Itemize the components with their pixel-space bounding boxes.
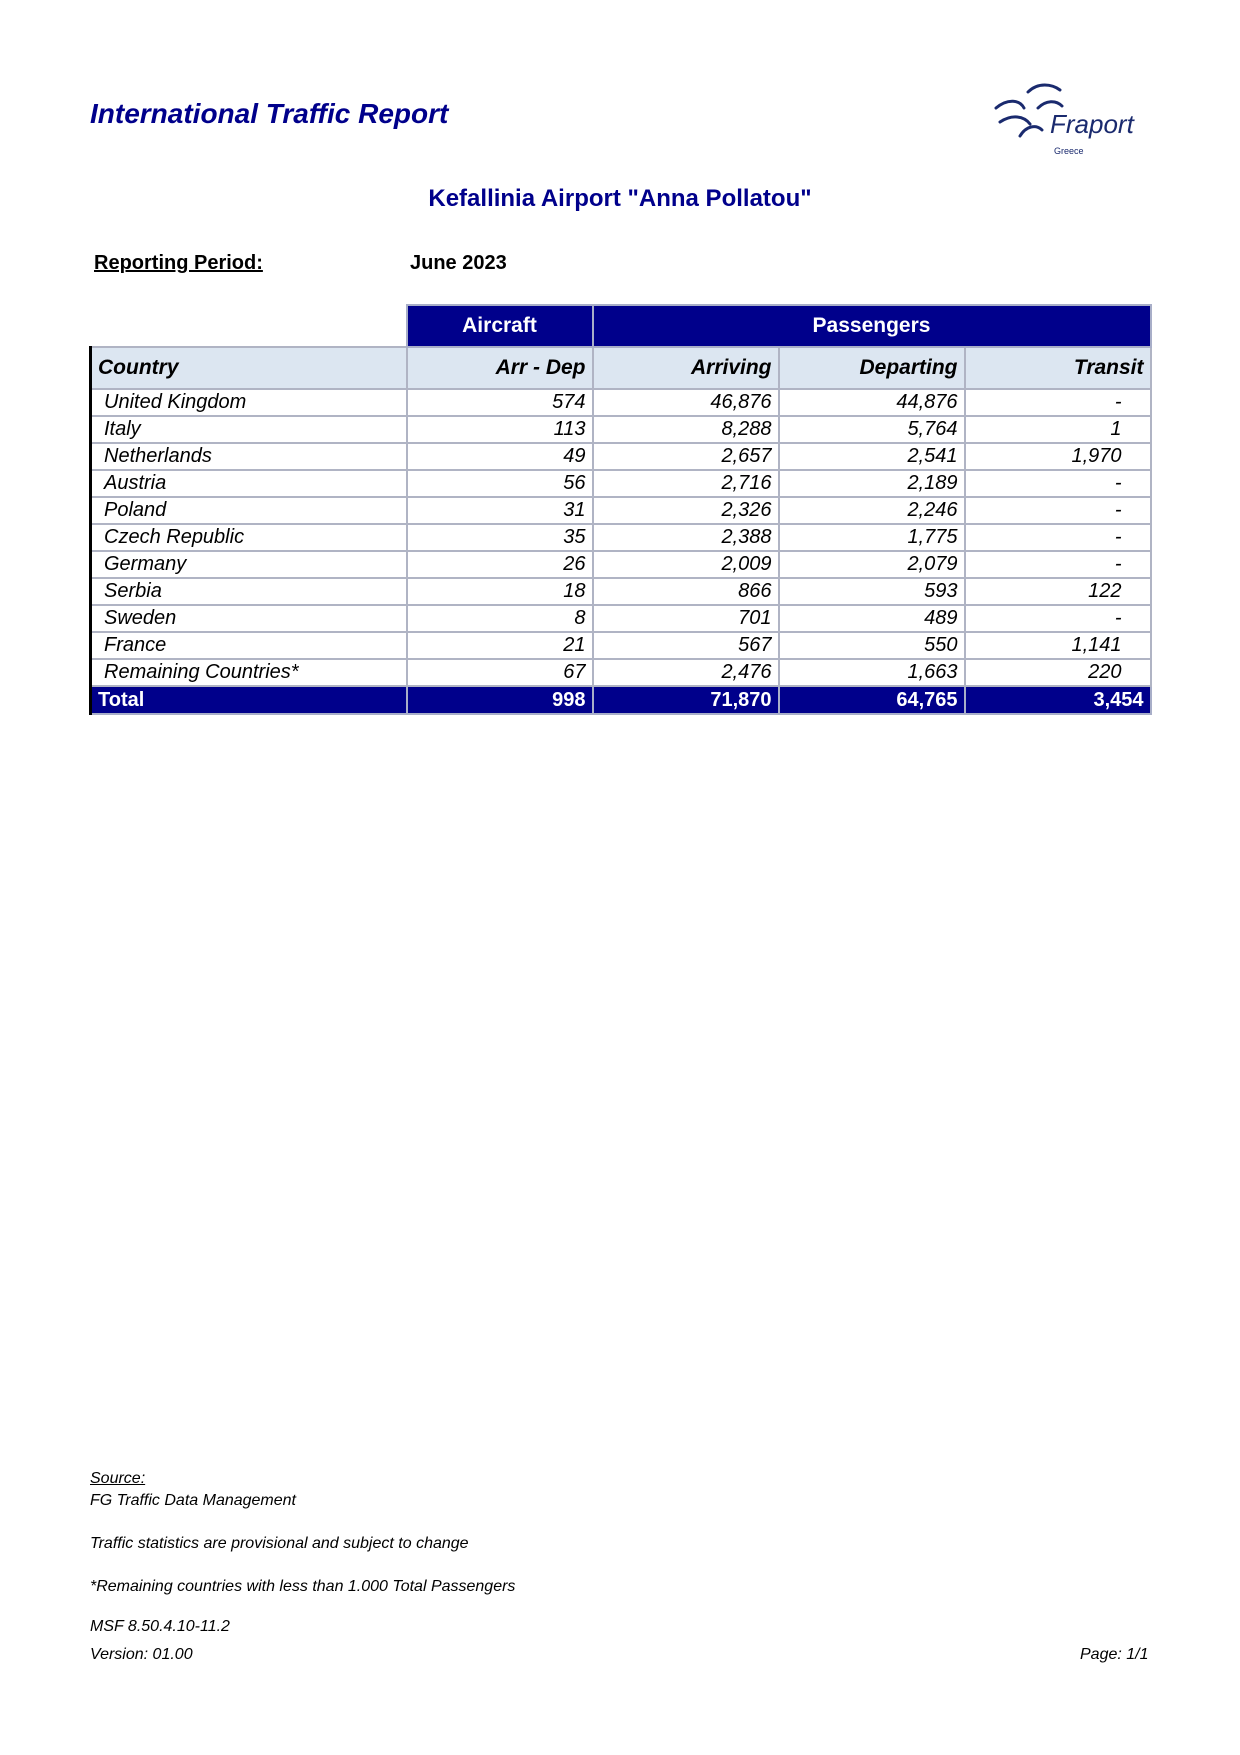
cell-aircraft: 67 — [407, 659, 593, 686]
cell-transit: 1,970 — [965, 443, 1151, 470]
table-row — [91, 632, 1151, 659]
column-header-transit: Transit — [965, 347, 1151, 389]
cell-aircraft: 49 — [407, 443, 593, 470]
cell-transit: - — [965, 497, 1151, 524]
cell-departing: 593 — [779, 578, 965, 605]
cell-arriving: 2,009 — [593, 551, 779, 578]
table-row — [91, 416, 1151, 443]
column-header-country: Country — [91, 347, 407, 389]
cell-aircraft: 574 — [407, 389, 593, 416]
column-header-arriving: Arriving — [593, 347, 779, 389]
total-arriving: 71,870 — [593, 686, 779, 714]
cell-departing: 1,775 — [779, 524, 965, 551]
table-row — [91, 605, 1151, 632]
cell-arriving: 2,388 — [593, 524, 779, 551]
cell-aircraft: 113 — [407, 416, 593, 443]
cell-arriving: 8,288 — [593, 416, 779, 443]
table-row — [91, 524, 1151, 551]
total-row — [91, 686, 1151, 714]
reporting-period-label: Reporting Period: — [94, 252, 263, 274]
cell-country: Czech Republic — [91, 524, 407, 551]
table-row — [91, 578, 1151, 605]
logo-subtext: Greece — [1054, 146, 1084, 156]
document-code: MSF 8.50.4.10-11.2 — [90, 1618, 230, 1635]
cell-departing: 550 — [779, 632, 965, 659]
cell-transit: 1,141 — [965, 632, 1151, 659]
cell-aircraft: 26 — [407, 551, 593, 578]
cell-arriving: 46,876 — [593, 389, 779, 416]
cell-country: Serbia — [91, 578, 407, 605]
total-aircraft: 998 — [407, 686, 593, 714]
source-value: FG Traffic Data Management — [90, 1492, 296, 1509]
cell-transit: - — [965, 470, 1151, 497]
report-title: International Traffic Report — [90, 98, 449, 129]
column-header-arr-dep: Arr - Dep — [407, 347, 593, 389]
table-row — [91, 659, 1151, 686]
cell-country: Remaining Countries* — [91, 659, 407, 686]
cell-aircraft: 31 — [407, 497, 593, 524]
cell-transit: 220 — [965, 659, 1151, 686]
remaining-countries-note: *Remaining countries with less than 1.000 Total Passengers — [90, 1578, 516, 1595]
cell-arriving: 567 — [593, 632, 779, 659]
column-header-row — [91, 347, 1151, 389]
table-row — [91, 443, 1151, 470]
cell-country: Germany — [91, 551, 407, 578]
cell-transit: 1 — [965, 416, 1151, 443]
cell-country: Poland — [91, 497, 407, 524]
cell-country: Netherlands — [91, 443, 407, 470]
cell-arriving: 2,716 — [593, 470, 779, 497]
cell-departing: 5,764 — [779, 416, 965, 443]
cell-country: Italy — [91, 416, 407, 443]
group-header-blank — [91, 305, 407, 347]
cell-arriving: 2,476 — [593, 659, 779, 686]
group-header-aircraft: Aircraft — [407, 305, 593, 347]
cell-transit: - — [965, 524, 1151, 551]
cell-departing: 2,541 — [779, 443, 965, 470]
cell-transit: 122 — [965, 578, 1151, 605]
total-label: Total — [91, 686, 407, 714]
cell-aircraft: 35 — [407, 524, 593, 551]
cell-departing: 489 — [779, 605, 965, 632]
total-transit: 3,454 — [965, 686, 1151, 714]
traffic-table — [89, 304, 1152, 715]
provisional-note: Traffic statistics are provisional and subject to change — [90, 1535, 469, 1552]
cell-departing: 2,246 — [779, 497, 965, 524]
cell-transit: - — [965, 551, 1151, 578]
cell-transit: - — [965, 389, 1151, 416]
cell-country: France — [91, 632, 407, 659]
cell-departing: 44,876 — [779, 389, 965, 416]
cell-arriving: 2,657 — [593, 443, 779, 470]
cell-departing: 1,663 — [779, 659, 965, 686]
cell-arriving: 701 — [593, 605, 779, 632]
cell-country: United Kingdom — [91, 389, 407, 416]
cell-transit: - — [965, 605, 1151, 632]
logo-wordmark: Fraport — [1050, 109, 1134, 139]
cell-departing: 2,079 — [779, 551, 965, 578]
table-row — [91, 551, 1151, 578]
cell-aircraft: 56 — [407, 470, 593, 497]
table-row — [91, 389, 1151, 416]
cell-arriving: 866 — [593, 578, 779, 605]
column-header-departing: Departing — [779, 347, 965, 389]
table-row — [91, 470, 1151, 497]
cell-country: Austria — [91, 470, 407, 497]
reporting-period-value: June 2023 — [410, 252, 507, 274]
version: Version: 01.00 — [90, 1646, 193, 1663]
group-header-row — [91, 305, 1151, 347]
page-number: Page: 1/1 — [1080, 1646, 1149, 1663]
cell-departing: 2,189 — [779, 470, 965, 497]
cell-country: Sweden — [91, 605, 407, 632]
total-departing: 64,765 — [779, 686, 965, 714]
airport-title: Kefallinia Airport "Anna Pollatou" — [428, 185, 812, 212]
cell-arriving: 2,326 — [593, 497, 779, 524]
group-header-passengers: Passengers — [593, 305, 1151, 347]
cell-aircraft: 21 — [407, 632, 593, 659]
source-label: Source: — [90, 1470, 146, 1487]
cell-aircraft: 18 — [407, 578, 593, 605]
cell-aircraft: 8 — [407, 605, 593, 632]
table-row — [91, 497, 1151, 524]
fraport-logo — [990, 78, 1150, 158]
